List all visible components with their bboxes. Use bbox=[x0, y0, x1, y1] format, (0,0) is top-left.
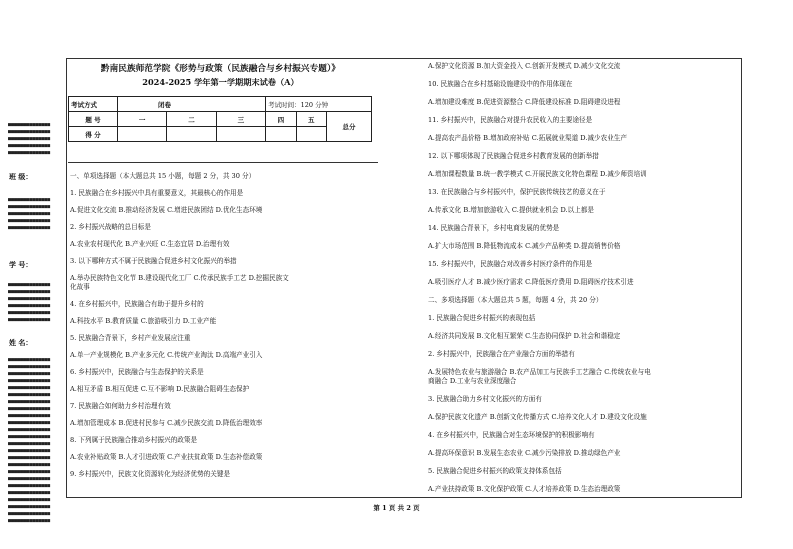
total-label: 总分 bbox=[327, 112, 372, 142]
right-column bbox=[428, 62, 738, 494]
question-options: A.提高农产品价格 B.增加政府补贴 C.拓展就业渠道 D.减少农业生产 bbox=[428, 134, 627, 142]
score-cell[interactable] bbox=[118, 127, 167, 142]
question-text: 5. 民族融合促进乡村振兴的政策支持体系包括 bbox=[428, 467, 562, 475]
question-text: 14. 民族融合背景下，乡村电商发展的优势是 bbox=[428, 224, 560, 232]
question-options: A.科技水平 B.教育质量 C.旅游吸引力 D.工业产能 bbox=[70, 317, 217, 325]
col-4: 四 bbox=[266, 112, 296, 127]
question-options: A.促进文化交流 B.推动经济发展 C.增进民族团结 D.优化生态环境 bbox=[70, 206, 263, 214]
question-text: 3. 民族融合助力乡村文化振兴的方面有 bbox=[428, 395, 542, 403]
question-options: A.农业农村现代化 B.产业兴旺 C.生态宜居 D.治理有效 bbox=[70, 240, 230, 248]
school-title: 黔南民族师范学院《形势与政策（民族融合与乡村振兴专题）》 bbox=[100, 64, 341, 74]
question-text: 2. 乡村振兴中，民族融合在产业融合方面的举措有 bbox=[428, 350, 575, 358]
page-number: 第 1 页 共 2 页 bbox=[373, 504, 420, 512]
question-text: 8. 下列属于民族融合推动乡村振兴的政策是 bbox=[70, 436, 198, 444]
question-options: A.提高环保意识 B.发展生态农业 C.减少污染排放 D.推动绿色产业 bbox=[428, 449, 621, 457]
question-options: A.扩大市场范围 B.降低物流成本 C.减少产品种类 D.提高销售价格 bbox=[428, 242, 621, 250]
question-no-label: 题 号 bbox=[69, 112, 118, 127]
col-2: 二 bbox=[167, 112, 216, 127]
question-text: 5. 民族融合背景下，乡村产业发展应注重 bbox=[70, 334, 191, 342]
col-5: 五 bbox=[296, 112, 326, 127]
exam-header bbox=[68, 62, 373, 88]
question-options: A.经济共同发展 B.文化相互繁荣 C.生态协同保护 D.社会和谐稳定 bbox=[428, 332, 621, 340]
question-options: A.发展特色农业与旅游融合 B.农产品加工与民族手工艺融合 C.传统农业与电 bbox=[428, 368, 651, 376]
question-text: 3. 以下哪种方式不属于民族融合促进乡村文化振兴的举措 bbox=[70, 257, 237, 265]
question-options: A.单一产业规模化 B.产业多元化 C.传统产业淘汰 D.高端产业引入 bbox=[70, 351, 263, 359]
section2-title: 二、多项选择题（本大题总共 5 题，每题 4 分，共 20 分） bbox=[428, 296, 603, 304]
class-label: 班 级： bbox=[9, 172, 33, 181]
question-options: A.举办民族特色文化节 B.建设现代化工厂 C.传承民族手工艺 D.挖掘民族文 bbox=[70, 274, 289, 282]
seal-line-dots: ■■■■■■■■■■■■■■ ■■■■■■■■■■■■■■ ■■■■■■■■■■■■■■ ■■■■■■■■■■■■■■ ■■■■■■■■■■■■■■ ■■■■■■■■■■■■■■ ■■■■■■■■■■■■■■ ■■■■■■■■■■■■■■ ■■■■■■■■■■■■■■ ■■■■■■■■■■■■■■ ■■■■■■■■■■■■■■ ■■■■■■■■■■■■■■ ■■■■■■■■■■■■■■ ■■■■■■■■■■■■■■ ■■■■■■■■■■■■■■ ■■■■■■■■■■■■■■ ■■■■■■■■■■■■■■ ■■■■■■■■■■■■■■ ■■■■■■■■■■■■■■ ■■■■■■■■■■■■■■ ■■■■■■■■■■■■■■ ■■■■■■■■■■■■■■ ■■■■■■■■■■■■■■ ■■■■■■■■■■■■■■ bbox=[8, 357, 51, 524]
question-text: 10. 民族融合在乡村基础设施建设中的作用体现在 bbox=[428, 80, 573, 88]
seal-line-dots: ■■■■■■■■■■■■■■ ■■■■■■■■■■■■■■ ■■■■■■■■■■■■■■ ■■■■■■■■■■■■■■ ■■■■■■■■■■■■■■ bbox=[8, 197, 51, 231]
score-cell[interactable] bbox=[266, 127, 296, 142]
question-options: A.吸引医疗人才 B.减少医疗需求 C.降低医疗费用 D.阻碍医疗技术引进 bbox=[428, 278, 634, 286]
seal-line-dots: ■■■■■■■■■■■■■■ ■■■■■■■■■■■■■■ ■■■■■■■■■■■■■■ ■■■■■■■■■■■■■■ ■■■■■■■■■■■■■■ bbox=[8, 122, 51, 156]
score-table bbox=[68, 96, 372, 142]
score-label: 得 分 bbox=[69, 127, 118, 142]
name-label: 姓 名： bbox=[9, 338, 33, 347]
seal-line-dots: ■■■■■■■■■■■■■■ ■■■■■■■■■■■■■■ ■■■■■■■■■■■■■■ ■■■■■■■■■■■■■■ ■■■■■■■■■■■■■■ ■■■■■■■■■■■■■■ bbox=[8, 282, 51, 323]
question-options: A.增加管理成本 B.促进村民参与 C.减少民族交流 D.降低治理效率 bbox=[70, 419, 263, 427]
exam-time: 考试时间：120 分钟 bbox=[266, 97, 372, 112]
question-options: A.保护文化资源 B.加大资金投入 C.创新开发模式 D.减少文化交流 bbox=[428, 62, 621, 70]
question-text: 2. 乡村振兴战略的总目标是 bbox=[70, 223, 151, 231]
score-cell[interactable] bbox=[167, 127, 216, 142]
question-text: 4. 在乡村振兴中，民族融合有助于提升乡村的 bbox=[70, 300, 204, 308]
section1-title: 一、单项选择题（本大题总共 15 小题，每题 2 分，共 30 分） bbox=[70, 172, 256, 180]
question-options: A.传承文化 B.增加旅游收入 C.提供就业机会 D.以上都是 bbox=[428, 206, 595, 214]
col-3: 三 bbox=[216, 112, 265, 127]
term-title: 2024-2025 学年第一学期期末试卷（A） bbox=[142, 77, 299, 87]
question-text: 13. 在民族融合与乡村振兴中，保护民族传统技艺的意义在于 bbox=[428, 188, 606, 196]
question-text: 1. 民族融合在乡村振兴中具有重要意义，其最核心的作用是 bbox=[70, 189, 244, 197]
left-column bbox=[70, 172, 380, 479]
question-text: 7. 民族融合如何助力乡村治理有效 bbox=[70, 402, 171, 410]
col-1: 一 bbox=[118, 112, 167, 127]
exam-method-value: 闭卷 bbox=[118, 97, 266, 112]
divider bbox=[68, 162, 378, 163]
question-options: A.产业扶持政策 B.文化保护政策 C.人才培养政策 D.生态治理政策 bbox=[428, 485, 621, 493]
question-options: A.保护民族文化遗产 B.创新文化传播方式 C.培养文化人才 D.建设文化设施 bbox=[428, 413, 647, 421]
question-options: A.增加课程数量 B.统一教学模式 C.开展民族文化特色课程 D.减少师资培训 bbox=[428, 170, 647, 178]
question-text: 15. 乡村振兴中，民族融合对改善乡村医疗条件的作用是 bbox=[428, 260, 593, 268]
question-text: 9. 乡村振兴中，民族文化资源转化为经济优势的关键是 bbox=[70, 470, 231, 478]
question-text: 11. 乡村振兴中，民族融合对提升农民收入的主要途径是 bbox=[428, 116, 593, 124]
question-options: A.相互矛盾 B.相互促进 C.互不影响 D.民族融合阻碍生态保护 bbox=[70, 385, 250, 393]
question-text: 4. 在乡村振兴中，民族融合对生态环境保护的积极影响有 bbox=[428, 431, 595, 439]
question-text: 6. 乡村振兴中，民族融合与生态保护的关系是 bbox=[70, 368, 204, 376]
score-cell[interactable] bbox=[296, 127, 326, 142]
question-text: 12. 以下哪项体现了民族融合促进乡村教育发展的创新举措 bbox=[428, 152, 599, 160]
binding-strip bbox=[8, 92, 60, 532]
question-text: 1. 民族融合促进乡村振兴的表现包括 bbox=[428, 314, 536, 322]
question-options-cont: 化故事 bbox=[70, 283, 90, 291]
student-id-label: 学 号： bbox=[9, 260, 33, 269]
exam-method-label: 考试方式 bbox=[69, 97, 118, 112]
question-options: A.农业补贴政策 B.人才引进政策 C.产业扶贫政策 D.生态补偿政策 bbox=[70, 453, 263, 461]
score-cell[interactable] bbox=[216, 127, 265, 142]
question-options-cont: 商融合 D.工业与农业深度融合 bbox=[428, 377, 517, 385]
question-options: A.增加建设难度 B.促进资源整合 C.降低建设标准 D.阻碍建设进程 bbox=[428, 98, 621, 106]
